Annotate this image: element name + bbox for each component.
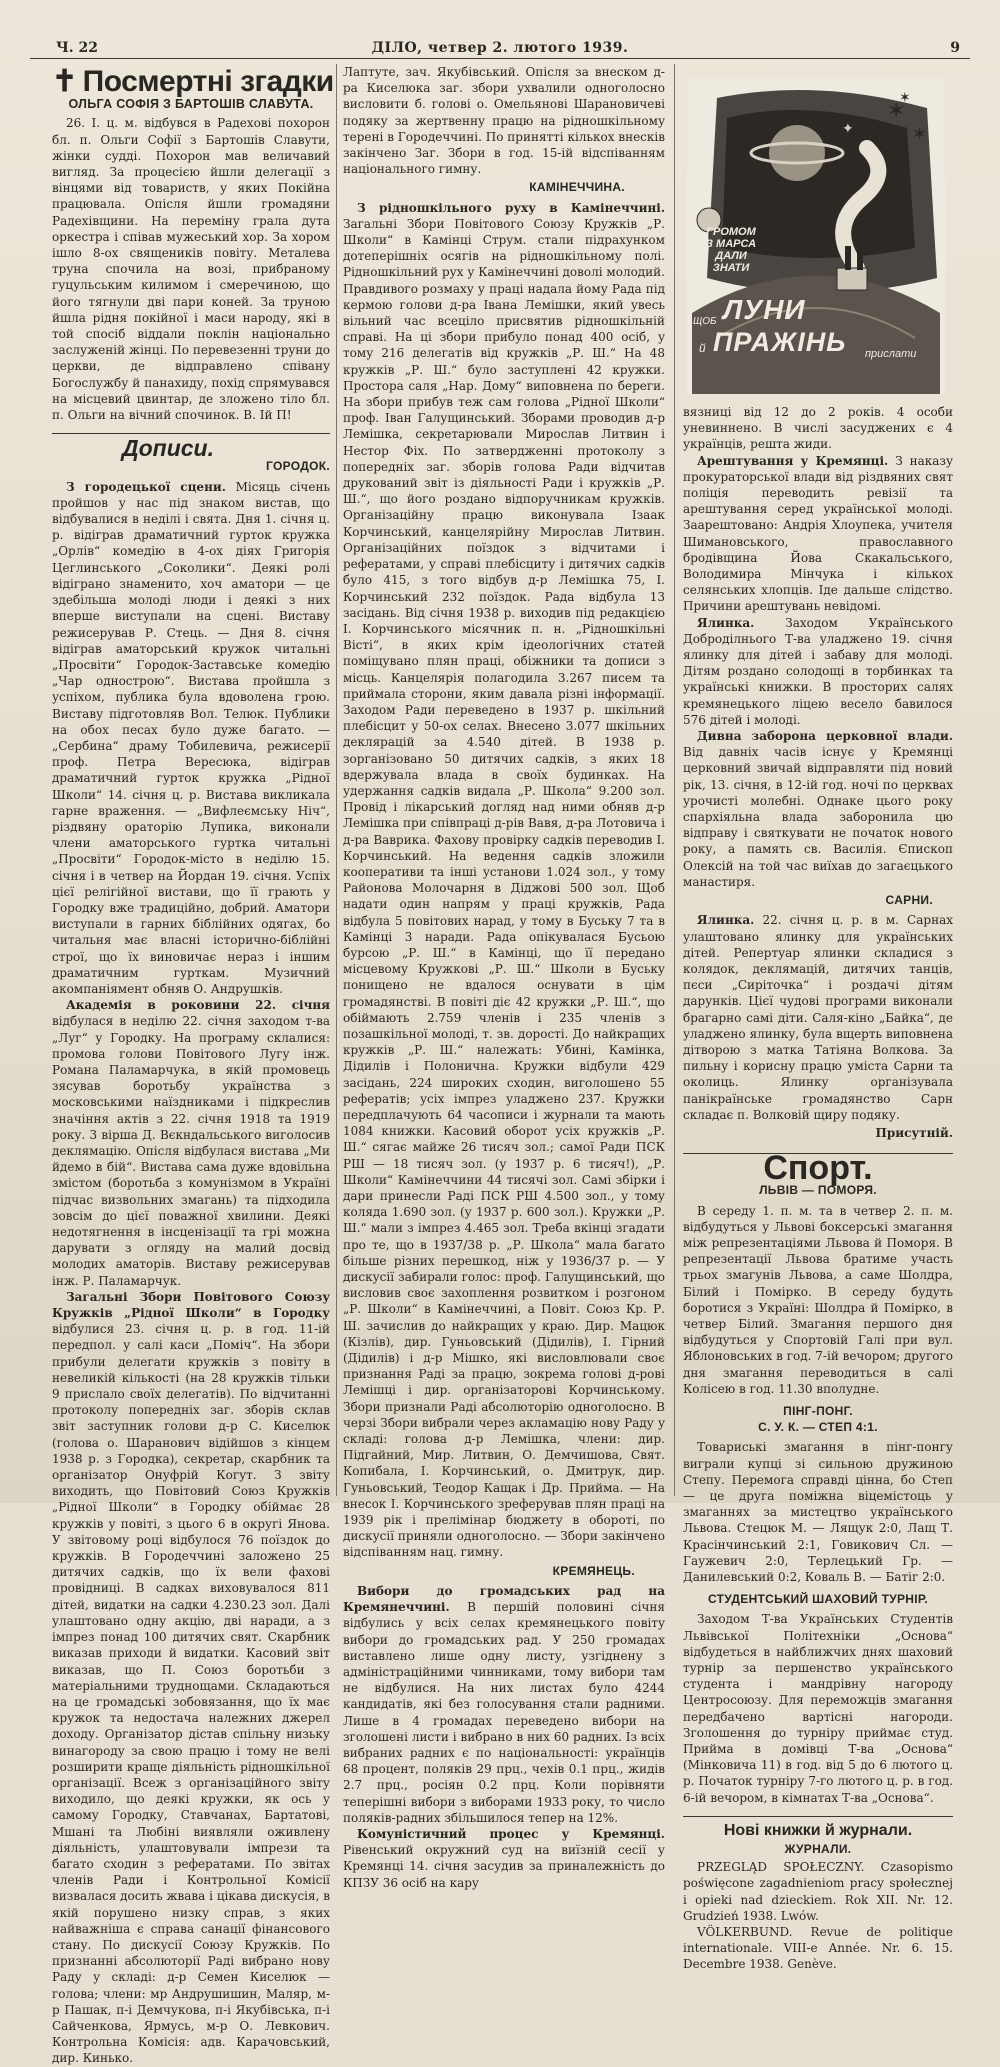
ad-pryslaty: прислати [865,348,917,360]
column-3 [683,64,954,1972]
gorodok-text: Місяць січень пройшов у нас під знаком вистав, що відбувалися в неділі і свята. Дня 1. січня ц. р. відіграв драматичний гурток кружка „Орлів“ комедію в 4-ох діях Григорія Цеглинського „Соколики“. Деякі ролі відіграно знаменито, хоч аматори — це здебільша молоді люди і деякі з них вперше виступали на сцені. Виставу режисерував Р. Стець. — Дня 8. січня відіграв аматорський кружок читальні „Просвіти“ Городок-Заставське комедію „Чар однострою“. Вистава пройшла з успіхом, публика була вдоволена грою. Виставу підготовляв Вол. Телюк. Публики на обох песах було дуже багато. — „Сербина“ драму Тобилевича, режисерії проф. Петра Вересюка, відіграв драматичний гурток кружка „Рідної Школи“ 14. січня ц. р. Вистава викликала гарне враження. — „Вифлеємську Ніч“, різдвяну ораторію Лупика, виконали члени аматорського гуртка читальні „Просвіти“ Городок-місто в неділю 15. січня і в четвер на Йордан 19. січня. Успіх цієї релігійної вистави, що її грають у Городку вже традиційно, добрий. Аматори виступали в гарних біблійних одягах, бо читальня має власні історично-біблійні строї, що їх виновичає нераз і іншим драматичним гурткам. Музичний акомпаніямент обняв О. Андрушків. [52,479,330,996]
ad-prazhin: ПРАЖІНЬ [713,327,847,357]
akademia-lead: Академія в роковини 22. січня [66,998,330,1013]
page-header [30,34,970,59]
trial-article [343,1826,665,1891]
obituary-name: ОЛЬГА СОФІЯ З БАРТОШІВ СЛАВУТА. [68,97,314,112]
ban-lead: Дивна заборона церковної влади. [697,729,953,744]
advertisement-illustration [687,78,945,394]
elections-lead: Вибори до громадських рад на Кремянеччині. [343,1583,665,1615]
elections-article [343,1583,665,1826]
svg-text:✶: ✶ [887,99,906,124]
ad-line-1: ГРОМОМ [706,226,756,238]
svg-text:✦: ✦ [842,121,854,137]
issue-number: Ч. 22 [56,40,99,56]
kremenets-dateline: КРЕМЯНЕЦЬ. [552,1563,635,1578]
trial-continuation: вязниці від 12 до 2 років. 4 особи уневиннено. В числі засуджених є 4 українців, решта жиди. [683,405,953,452]
sport-subhead-score: С. У. К. — СТЕП 4:1. [758,1420,878,1435]
sport-pingpong-text: Товариські змагання в пінг-понгу виграли купці зі сильною дружиною Степу. Перемога справді цінна, бо Степ — це друга поміжна віцемістоць у змаганнях за мистецтво українського Львова. Стецюк М. — Лящук 2:0, Лащ Т. Красінчинський 2:1, Говикович Сл. — Гаужевич 2:0, Терлецький Гр. — Данилевський 0:2, Коваль В. — Батіг 2:0. [683,1440,953,1585]
zbory-continuation: Лаптуте, зач. Якубівський. Опісля за внеском д-ра Киселюка заг. збори ухвалили одноголосно висловити б. голові о. Омельянові Шарановичеві подяку за жертвенну працю на рідношкільному терені в Городеччині. По принятті кількох внесків закінчено Заг. Збори в год. 15-ій відспіванням національного гимну. [343,65,665,177]
books-subhead: ЖУРНАЛИ. [784,1842,852,1857]
ad-line-3: ДАЛИ [715,250,747,262]
sarny-signature: Присутній. [875,1125,953,1140]
ad-slogan [701,226,761,274]
svg-text:✦: ✦ [867,148,877,161]
orthodox-cross-icon: ✝ [52,65,77,98]
sarny-lead: Ялинка. [697,913,755,928]
books-entry-1: PRZEGLĄD SPOŁECZNY. Czasopismo poświęcone zagadnieniom pracy społecznej i opieki nad dzieckiem. Rok XII. Nr. 12. Grudzień 1938. Lwów. [683,1860,953,1923]
ad-i: й [699,341,706,355]
trial-text: Рівенський окружний суд на виїзній сесії у Кремянці 14. січня засудив за приналежність до КПЗУ 36 осіб на кару [343,1843,665,1890]
ad-shchob: ЩОБ [693,316,717,327]
obituaries-title: Посмертні згадки [82,65,334,98]
sport-subhead-lviv: ЛЬВІВ — ПОМОРЯ. [759,1183,877,1198]
obituary-text: 26. І. ц. м. відбувся в Радехові похорон бл. п. Ольги Софії з Бартошів Славути, жінки судді. Похорон мав величавий вигляд. За процесією йшли делегації з вінцями від товариств, у яких Покійна працювала. Опісля йшли громадяни Радехівщини. На переміну грала дута оркестра і співав мужеський хор. За хором ішло 8-ох священиків повіту. Металева труна спочила на возі, прибраному гуцульським килимом і смеречиною, що його тягнули дві пари коней. За труною йшла рідня покійної і маси народу, які в той спосіб віддали поклін національно заслуженій жінці. По перевезенні труни до церкви, де відправлено співану Богослужбу й панахиду, похід спрямувався на місцевий цвинтар, де зложено тіло бл. п. Ольги на вічний спочинок. В. Ій П! [52,116,330,423]
sport-subhead-pingpong: ПІНГ-ПОНГ. [783,1403,853,1418]
column-2 [343,64,665,1890]
kamianka-dateline: КАМІНЕЧЧИНА. [529,180,625,195]
svg-text:✶: ✶ [899,90,911,106]
gorodok-article [52,479,330,998]
arrests-article [683,453,953,615]
sport-heading: Спорт. [683,1153,953,1176]
arrests-lead: Арештування у Кремянці. [697,453,889,468]
sport-boxing-text: В середу 1. п. м. та в четвер 2. п. м. відбудуться у Львові боксерські змагання між репрезентаціями Львова й Поморя. В репрезентації Львова братиме участь трьох змагунів Львова, а саме Шолдра, Білий і Помірко. В середу будуть боротися з Україні: Шолдра й Помірко, в четвер Білий. Змагання першого дня відбудуться у Спортовій Галі при вул. Яблоновських в год. 7-ій вечором; другого дня змагання переводиться в салі Колісею в год. 11.30 вполудне. [683,1203,953,1396]
ad-line-4: ЗНАТИ [712,262,750,274]
ban-article [683,728,953,890]
kamianka-lead: З рідношкільного руху в Камінеччині. [357,200,665,215]
sarny-dateline: САРНИ. [885,893,933,908]
sport-subhead-chess: СТУДЕНТСЬКИЙ ШАХОВИЙ ТУРНІР. [707,1592,929,1607]
yalynka-text: Заходом Українського Доброділнього Т-ва уладжено 19. січня ялинку для дітей і забаву для молоді. Дітям роздано солодощі в торбинках та українські книжки. В просторих салях кремянецького ліцею весело бавилося 576 дітей і молоді. [683,615,953,727]
masthead-date: ДІЛО, четвер 2. лютого 1939. [371,40,629,56]
arrests-text: З наказу прокураторської влади від різдвяних свят поліція переводить ревізії та арештування серед української молоді. Заарештовано: Андрія Хлоупека, учителя Шимановського, православного бродівщина Йова Скакальського, Володимира Мінчука і кількох селянських хлопців. Іде дальше слідство. Причини арештувань невідомі. [683,453,954,614]
kamianka-text: Загальні Збори Повітового Союзу Кружків „Р. Школи“ в Камінці Струм. стали підрахунком дотеперішніх осягів на рідношкільному полі. Рідношкільний рух у Камінеччині доволі молодий. Правдивого розмаху у праці надала йому Рада під кермою голови д-ра Івана Лемішки, який увесь вільний час всеціло присвятив рідношкільній справі. На ці збори прибуло понад 400 осіб, у тому 216 делегатів від кружків „Р. Ш.“ На 48 кружків „Р. Ш.“ було заступлені 42 кружки. Простора саля „Нар. Дому“ виповнена по береги. На збори прибув теж сам голова „Рідної Школи“ проф. Іван Галущинський. Зборами проводив д-р Лемішка, секретарювали Мирослав Литвин і Нестор Фіх. По затвердженні протоколу з попередніх заг. зборів голова Ради відчитав друкований звіт із діяльності Ради і кружків „Р. Ш.“, що його роздано відпоручникам кружків. Організаційну працю виконувала Ізаак Корчинський, канцелярійну Мирослав Литвин. Організаційних поїздок з відчитами і рефератами, у справі плебісциту і дитячих садків було 415, з того відбув д-р Лемішка 75, І. Корчинський 232 поїздок. Рада відбула 13 засідань. Від січня 1938 р. виходив під редакцією І. Корчинського місячник п. н. „Рідношкільні Вісті“, в яких крім ідеологічних статей поміщувано плян праці, обіжники та дописи з місць. Канцелярія полагодила 3.267 писем та приймала сторони, яким давала різні інформації. Заходом Ради переведено в 1937 р. шкільний плебісцит у 50-ох селах. Внесено 3.077 шкільних деклярацій за 4.540 дітей. В 1938 р. зорганізовано 50 дитячих садків, з яких 18 вдержувала влада в своїх будинках. На удержання садків видала „Р. Школа“ 9.200 зол. Провід і лікарський догляд над ними обняв д-р Лемішка при співпраці д-рів Вавя, д-ра Лотовича і д-ра Ваврика. Фахову провірку садків переводив І. Корчинський. На ведення садків зложили кооперативи та інші установи 1.024 зол., у тому Районова Молочарня в Діджові 500 зол. Щоб надати один напрям у праці кружків, Рада відбула 5 повітових нарад, у тому в Буську 7 та в Камінці 3 наради. Рада опікувалася Бусьою бурсою „Р. Ш.“ в Камінці, що її передано місцевому Кружкові „Р. Ш.“ Школи в Буську понищено не вдалося оснувати в цім громадянстві. В повіті діє 42 кружки „Р. Ш.“, що обіймають 2.759 членів і 235 членів з позашкільної молоді, т. зв. дорості. До найкращих кружків „Р. Ш.“ належать: Убині, Камінка, Дідилів і Полонична. Кружки відбули 429 засідань, 224 широких сходин, виголошено 55 рефератів; усіх імпрез уладжено 237. Кружки передплачують 64 часописи і журнали та мають 1084 книжки. Касовий оборот усіх кружків „Р. Ш.“ сягає майже 26 тисяч зол.; самої Ради ПСК РШ — 18 тисяч зол. (у 1937 р. 6 тисяч!), „Р. Школи“ Камінеччини 44 тисячі зол. Самі збірки і дари принесли Раді ПСК РШ 4.500 зол., у тому коляда 1.690 зол. (у 1937 р. 600 зол.). Кружки „Р. Ш.“ мали з імпрез 4.465 зол. Треба вкінці згадати про те, що в 1937/38 р. „Р. Школа“ мала багато більше різних перешкод, ніж у 1936/37 р. — У дискусії забирали голос: проф. Галущинський, що висловив своє захоплення розвитком і розгоном „Р. Школи“ в Камінеччині, а Повіт. Союз Кр. Р. Ш. зачислив до найкращих у краю. Дир. Мацюк (Кізлів), дир. Гуньовський (Дідилів), І. Гірний (Дідилів) і д-р Мішко, які висловлювали своє признання Раді за працю, зокрема голові д-рові Лемішці і дир. організаторові Корчинському. Збори признали Раді абсолюторію одноголосно. В черзі Збори вибрали через акламацію нову Раду у складі: голова д-р Лемішка, члени: дир. Підгайний, Мир. Литвин, О. Демчишова, Свят. Копибала, І. Корчинський, о. Дмитрук, дир. Гуньовський, Теодор Кащак і Др. Прийма. — На внесок І. Корчинського зреферував плян праці на 1939 рік і прелімінар бюджету в обороті, по дискусії приняли одноголосно. — Збори закінчено відспіванням нац. гимну. [343,216,665,1560]
sport-chess-text: Заходом Т-ва Українських Студентів Львівської Політехніки „Основа“ відбудеться в найближчих днях шаховий турнір за першенство українського студента і мандрівну нагороду Центросоюзу. Для переможців змагання передбачено вартісні нагороди. Зголошення до турніру приймає студ. Прийма в домівці Т-ва „Основа“ (Мінковича 11) в год. від 5 до 6 лютого ц. р. Початок турніру 7-го лютого ц. р. в год. 6-ій вечором, в кімнатах Т-ва „Основа“. [683,1612,953,1805]
obituaries-heading [52,65,334,98]
kamianka-article [343,200,665,1561]
yalynka-article [683,615,953,728]
zbory-text: відбулися 23. січня ц. р. в год. 11-ій передпол. у салі каси „Поміч“. На збори прибули делегати кружків з повіту в невеликій кількості (на 28 кружків тільки 9 прислало своїх делегатів). По відчитанні протоколу попередніх заг. зборів склав звіт заступник голови д-р С. Киселюк (голова о. Шаранович відійшов з кінцем 1938 р. з Городка), секретар, скарбник та організатор Онуфрій Когут. З звіту виходить, що Повітовий Союз Кружків „Рідної Школи“ в Городку обіймає 28 кружків у повіті, з цього 6 в округі Янова. У звітовому році відбулося 76 поїздок до кружків. В Городеччині заложено 25 дитячих садків, що їх вели фахові провідниці. В садках виховувалося 811 дітей, видатки на садки 4.230.23 зол. Далі улаштовано одну акцію, дві наради, а з імпрез понад 100 дитячих свят. Скарбник виказав приходи й видатки. Касовий звіт виказав, що П. Союз боротьби з матеріальними труднощами. Складаються на це громадські зобовязання, що їх має кружок та недостача належних джерел доходу. Організатор дістав спільну низьку винагороду за свою працю і тому не велі розширити краще діяльність рідношкільної організації. Всеж з організаційного звіту виходило, що деякі кружки, як ось у самому Городку, Ставчанах, Бартатові, Мшані та Любіні виявляли оживлену діяльність, улаштовували імпрези та багато сходин з рефератами. По звітах членів Ради і Контрольної Комісії визвалася досить жвава і цікава дискусія, в якій порушено низку справ, з яких найважніша є справа санації фінансового стану. По дискусії Союзу Кружків. По признанні абсолюторії Раді вибрано нову Раду у складі: д-р Семен Киселюк — голова; члени: мр Андрушишин, Маляр, м-р Пашак, п-і Демчукова, п-і Якубівська, п-і Сайченкова, Ярмусь, м-р О. Левкович. Контрольна Комісія: адв. Карачовський, дир. Кинько. [52,1322,330,2066]
trial-lead: Комуністичний процес у Кремянці. [357,1826,665,1841]
svg-text:✶: ✶ [912,124,928,145]
dopysy-heading: Дописи. [52,433,330,456]
akademia-article [52,997,330,1289]
zbory-lead: Загальні Збори Повітового Союзу Кружків „Рідної Школи“ в Городку [52,1289,330,1321]
akademia-text: відбулася в неділю 22. січня заходом т-ва „Луг“ у Городку. На програму склалися: промова голови Повітового Лугу інж. Романа Паламарчука, в якій промовець зясував боротьбу українства з московськими наїздниками і підкреслив значіння актів з 22. січня 1918 та 1919 року. 3 вірша Д. Вєкндальського виголосив деклямацію. Опісля відбулася вистава „Ми йдемо в бій“. Вистава сама дуже вдовільна змістом (боротьба з комунізмом в Україні підчас визвольних змагань) та підходила зовсім до цієї поважної хвилини. Деякі недотягнення в інсценізації та грі можна дарувати з огляду на малий досвід молодих аматорів. Виставу режисерував інж. Р. Паламарчук. [52,1014,330,1288]
gorodok-lead: З городецької сцени. [66,479,226,494]
zbory-article [52,1289,330,2067]
books-heading: Нові книжки й журнали. [683,1816,953,1839]
page-number: 9 [950,40,960,56]
ban-text: Від давніх часів існує у Кремянці церковний звичай відправляти під новий рік, 13. січня, в 12-ій год. ночі по церквах урочисті молебні. Однаке цього року спархіяльна влада заборонила цю відправу і святкувати не початок нового року, а память св. Василія. Єпископ Олексій на той час виїхав до загаєцького манастиря. [683,745,953,889]
sarny-text: 22. січня ц. р. в м. Сарнах улаштовано ялинку для українських дітей. Репертуар ялинки складися з колядок, деклямацій, дитячих танців, пєси „Сиріточка“ і роздачі дітям дарунків. Цієї чудові програми виконали брагарно самі діти. Саля-кіно „Байка“, де уладжено ялинку, була вщерть виповнена дітворою з матка Татіяна Волкова. За пильну і корисну працю уміста Сарни та околиць. Ялинку організувала панікраїнське громадянство Сарн складає п. Волковій щиру подяку. [683,913,953,1122]
ad-luny: ЛУНИ [723,294,806,325]
sarny-article [683,912,953,1123]
column-rule-2 [674,64,675,1496]
gorodok-dateline: ГОРОДОК. [266,459,330,474]
elections-text: В першій половині січня відбулись у всіх селах кремянецького повіту вибори до громадських рад. У 250 громадах виставлено лише одну листу, узгіднену з адміністраційними чинниками, тому вибори там не відбулися. На них листах було 4244 кандидатів, які без голосування стали радними. Лише в 4 громадах переведено вибори на зголошені листи і вибрано в них 60 радних. Із всіх вибраних радних є по національності: українців 68 процент, поляків 29 прц., чехів 0.1 прц., жидів 2.7 прц., росіян 0.2 прц. Коли порівняти теперішні вибори з виборами 1933 року, то число поляків-радних збільшилося тепер на 12%. [343,1600,665,1825]
yalynka-lead: Ялинка. [697,615,755,630]
column-1 [52,64,334,2066]
column-rule-1 [336,64,337,1496]
books-entry-2: VÖLKERBUND. Revue de politique internationale. VIII-e Année. Nr. 6. 15. Decembre 1938. Genève. [683,1925,953,1972]
ad-line-2: З МАРСА [705,238,757,250]
